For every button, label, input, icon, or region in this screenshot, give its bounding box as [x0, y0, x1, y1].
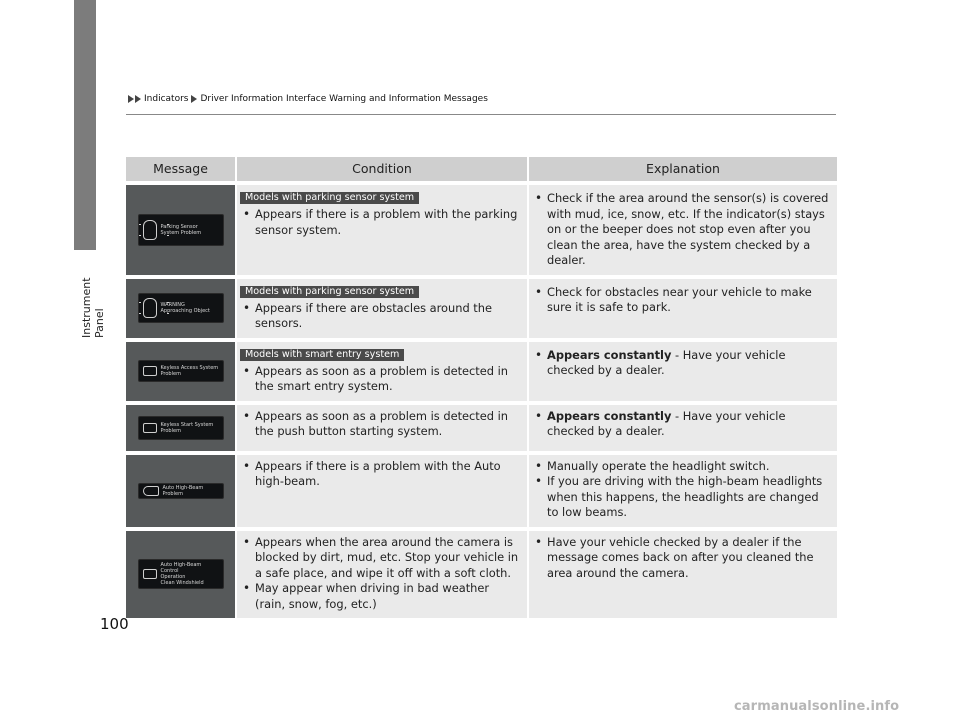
bullet-icon: •	[243, 408, 251, 423]
condition-text: Appears as soon as a problem is detected in the push button starting system.	[255, 408, 509, 438]
explanation-body: If you are driving with the high-beam headlights when this happens, the headlights are changed to low beams.	[547, 474, 823, 519]
condition-cell	[237, 527, 529, 619]
explanation-body: Have your vehicle checked by a dealer if the message comes back on after you cleaned the area around the camera.	[547, 534, 814, 580]
explanation-cell	[529, 401, 837, 451]
condition-text: Appears when the area around the camera is blocked by dirt, mud, etc. Stop your vehicle in a safe place, and wipe it off with a soft cloth.	[255, 534, 519, 580]
explanation-body: - Have your vehicle checked by a dealer.	[547, 408, 786, 438]
explanation-text	[547, 285, 831, 316]
list-item	[535, 285, 831, 316]
bullet-icon: •	[535, 347, 543, 362]
bullet-icon: •	[535, 408, 543, 423]
key-icon	[143, 423, 157, 433]
list-item	[243, 409, 521, 440]
header-rule	[126, 114, 836, 115]
list-item	[535, 474, 831, 521]
table-row	[126, 401, 837, 451]
watermark: carmanualsonline.info	[734, 699, 900, 714]
chapter-tab	[74, 0, 96, 250]
screen-message-text: Keyless Access System Problem	[160, 365, 219, 377]
camera-icon	[143, 569, 157, 579]
emphasis-text: Appears constantly	[547, 408, 672, 423]
table-row	[126, 275, 837, 338]
condition-text: May appear when driving in bad weather (rain, snow, fog, etc.)	[255, 581, 490, 611]
message-image-cell	[126, 401, 237, 451]
explanation-text	[547, 535, 831, 582]
condition-text: Appears if there are obstacles around the sensors.	[255, 300, 493, 330]
screen-message-text: Auto High-Beam Control Operation Clean Windshield	[160, 562, 204, 587]
high-beam-icon	[143, 486, 159, 496]
model-badge: Models with parking sensor system	[240, 192, 419, 204]
condition-cell	[237, 451, 529, 527]
list-item	[535, 409, 831, 440]
condition-cell	[237, 181, 529, 275]
list-item	[243, 459, 521, 490]
explanation-text	[547, 409, 831, 440]
explanation-body: Check if the area around the sensor(s) is covered with mud, ice, snow, etc. If the indicator(s) stays on or the beeper does not stop even after you clean the area, have the system checked by a dealer.	[547, 191, 829, 267]
arrow-right-icon	[135, 95, 141, 103]
explanation-text	[547, 348, 831, 379]
bullet-icon: •	[243, 458, 251, 473]
explanation-body: Check for obstacles near your vehicle to make sure it is safe to park.	[547, 284, 812, 314]
explanation-cell	[529, 527, 837, 619]
list-item	[243, 535, 521, 582]
breadcrumb-item[interactable]: Driver Information Interface Warning and Information Messages	[200, 94, 488, 104]
explanation-cell	[529, 181, 837, 275]
list-item	[535, 348, 831, 379]
explanation-cell	[529, 451, 837, 527]
message-image-cell	[126, 181, 237, 275]
screen-message-text: Auto High-Beam Problem	[162, 484, 204, 497]
explanation-body: Manually operate the headlight switch.	[547, 458, 770, 473]
explanation-body: - Have your vehicle checked by a dealer.	[547, 347, 786, 377]
page-number: 100	[100, 615, 129, 633]
display-screen	[138, 483, 224, 499]
list-item	[535, 535, 831, 582]
table-header-row	[126, 157, 837, 181]
arrow-right-icon	[191, 95, 197, 103]
display-screen	[138, 559, 224, 589]
message-table	[126, 157, 837, 618]
bullet-icon: •	[535, 458, 543, 473]
bullet-icon: •	[535, 284, 543, 299]
table-row	[126, 338, 837, 401]
message-image-cell	[126, 527, 237, 619]
arrow-right-icon	[128, 95, 134, 103]
condition-text: Appears if there is a problem with the Auto high-beam.	[255, 458, 501, 488]
bullet-icon: •	[243, 534, 251, 549]
screen-message-text: Parking Sensor System Problem	[160, 223, 202, 236]
bullet-icon: •	[535, 534, 543, 549]
explanation-text	[547, 191, 831, 269]
message-image-cell	[126, 338, 237, 401]
display-screen	[138, 214, 224, 246]
column-header: Condition	[237, 157, 529, 181]
message-image-cell	[126, 451, 237, 527]
bullet-icon: •	[243, 207, 251, 221]
column-header: Message	[126, 157, 237, 181]
bullet-icon: •	[535, 474, 543, 488]
column-header: Explanation	[529, 157, 837, 181]
message-image-cell	[126, 275, 237, 338]
list-item	[535, 191, 831, 269]
key-icon	[143, 366, 157, 376]
car-sensor-icon	[143, 220, 157, 240]
chapter-label: Instrument Panel	[80, 277, 106, 338]
condition-cell	[237, 338, 529, 401]
explanation-text	[547, 459, 831, 475]
explanation-cell	[529, 338, 837, 401]
emphasis-text: Appears constantly	[547, 347, 672, 362]
screen-message-text: Keyless Start System Problem	[160, 421, 214, 434]
bullet-icon: •	[243, 581, 251, 595]
condition-text: Appears if there is a problem with the parking sensor system.	[255, 207, 518, 237]
explanation-text	[547, 474, 831, 521]
list-item	[535, 459, 831, 475]
table-row	[126, 181, 837, 275]
list-item	[243, 581, 521, 612]
model-badge: Models with smart entry system	[240, 349, 404, 361]
screen-message-text: WARNING Approaching Object	[160, 302, 210, 314]
breadcrumb-item[interactable]: Indicators	[144, 94, 189, 104]
bullet-icon: •	[243, 363, 251, 378]
bullet-icon: •	[535, 191, 543, 205]
table-row	[126, 527, 837, 619]
list-item	[243, 207, 521, 238]
model-badge: Models with parking sensor system	[240, 286, 419, 298]
list-item	[243, 364, 521, 395]
display-screen	[138, 293, 224, 323]
breadcrumb	[128, 94, 491, 104]
list-item	[243, 301, 521, 332]
display-screen	[138, 360, 224, 382]
explanation-cell	[529, 275, 837, 338]
display-screen	[138, 416, 224, 440]
condition-cell	[237, 275, 529, 338]
bullet-icon: •	[243, 300, 251, 315]
condition-text: Appears as soon as a problem is detected in the smart entry system.	[255, 363, 509, 393]
table-row	[126, 451, 837, 527]
condition-cell	[237, 401, 529, 451]
car-sensor-icon	[143, 298, 157, 318]
